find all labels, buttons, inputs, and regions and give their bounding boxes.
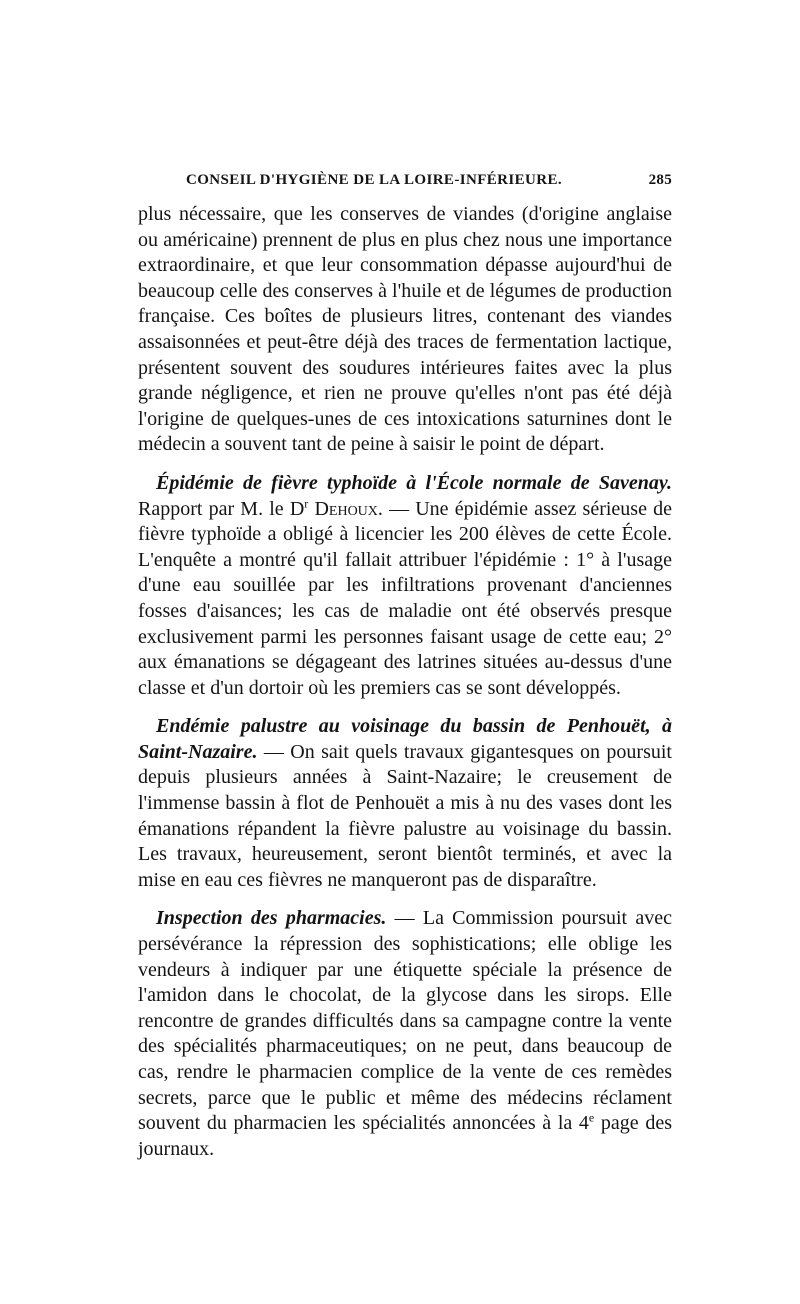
paragraph-endemie-penhouet xyxy=(138,714,672,893)
paragraph-text: — La Commission poursuit avec persévérance la répression des sophistications; elle oblige les vendeurs à indiquer par une étiquette spéciale la présence de l'amidon dans le chocolat, de la glycose dans les sirops. Elle rencontre de grandes difficultés dans sa campagne contre la vente des spécialités pharmaceutiques; on ne peut, dans beaucoup de cas, rendre le pharmacien complice de la vente de ces remèdes secrets, parce que le public et même des médecins réclament souvent du pharmacien les spécialités annoncées à la 4 xyxy=(138,907,672,1135)
running-header xyxy=(186,172,672,196)
author-name: Dehoux. xyxy=(308,497,383,520)
paragraph-text: plus nécessaire, que les conserves de viandes (d'origine anglaise ou américaine) prennent de plus en plus chez nous une importance extraordinaire, et que leur consommation dépasse aujourd'hui de beaucoup celle des conserves à l'huile et de légumes de production française. Ces boîtes de plusieurs litres, contenant des viandes assaisonnées et peut-être déjà des traces de fermentation lactique, présentent souvent des soudures intérieures faites avec la plus grande négligence, et rien ne prouve qu'elles n'ont pas été déjà l'origine de quelques-unes de ces intoxications saturnines dont le médecin a souvent tant de peine à saisir le point de départ. xyxy=(138,203,672,456)
paragraph-text: — Une épidémie assez sérieuse de fièvre typhoïde a obligé à licencier les 200 élèves de cette École. L'enquête a montré qu'il fallait attribuer l'épidémie : 1° à l'usage d'une eau souillée par les infiltrations provenant d'anciennes fosses d'aisances; les cas de maladie ont été observés presque exclusivement parmi les personnes faisant usage de cette eau; 2° aux émanations se dégageant des latrines situées au-dessus d'une classe et d'un dortoir où les premiers cas se sont développés. xyxy=(138,497,673,699)
section-heading-endemie: Endémie palustre au voisinage du bassin de Penhouët, à Saint-Nazaire. xyxy=(138,715,672,763)
paragraph-inspection-pharmacies xyxy=(138,906,672,1162)
superscript-e: e xyxy=(588,1110,595,1125)
paragraph-text: — On sait quels travaux gigantesques on poursuit depuis plusieurs années à Saint-Nazaire; le creusement de l'immense bassin à flot de Penhouët a mis à nu des vases dont les émanations répandent la fièvre palustre au voisinage du bassin. Les travaux, heureusement, seront bientôt terminés, et avec la mise en eau ces fièvres ne manqueront pas de disparaître. xyxy=(138,740,672,891)
book-page xyxy=(138,172,672,1162)
paragraph-conserves xyxy=(138,202,672,458)
superscript-r: r xyxy=(304,495,309,510)
report-lead: Rapport par M. le D xyxy=(138,497,305,520)
section-heading-epidemie: Épidémie de fièvre typhoïde à l'École normale de Savenay. xyxy=(156,471,672,494)
paragraph-tail: page des journaux. xyxy=(138,1112,672,1160)
running-title: CONSEIL D'HYGIÈNE DE LA LOIRE-INFÉRIEURE. xyxy=(186,172,563,188)
page-number: 285 xyxy=(648,172,672,188)
section-heading-inspection: Inspection des pharmacies. xyxy=(156,907,387,930)
paragraph-epidemie-savenay xyxy=(138,471,672,701)
